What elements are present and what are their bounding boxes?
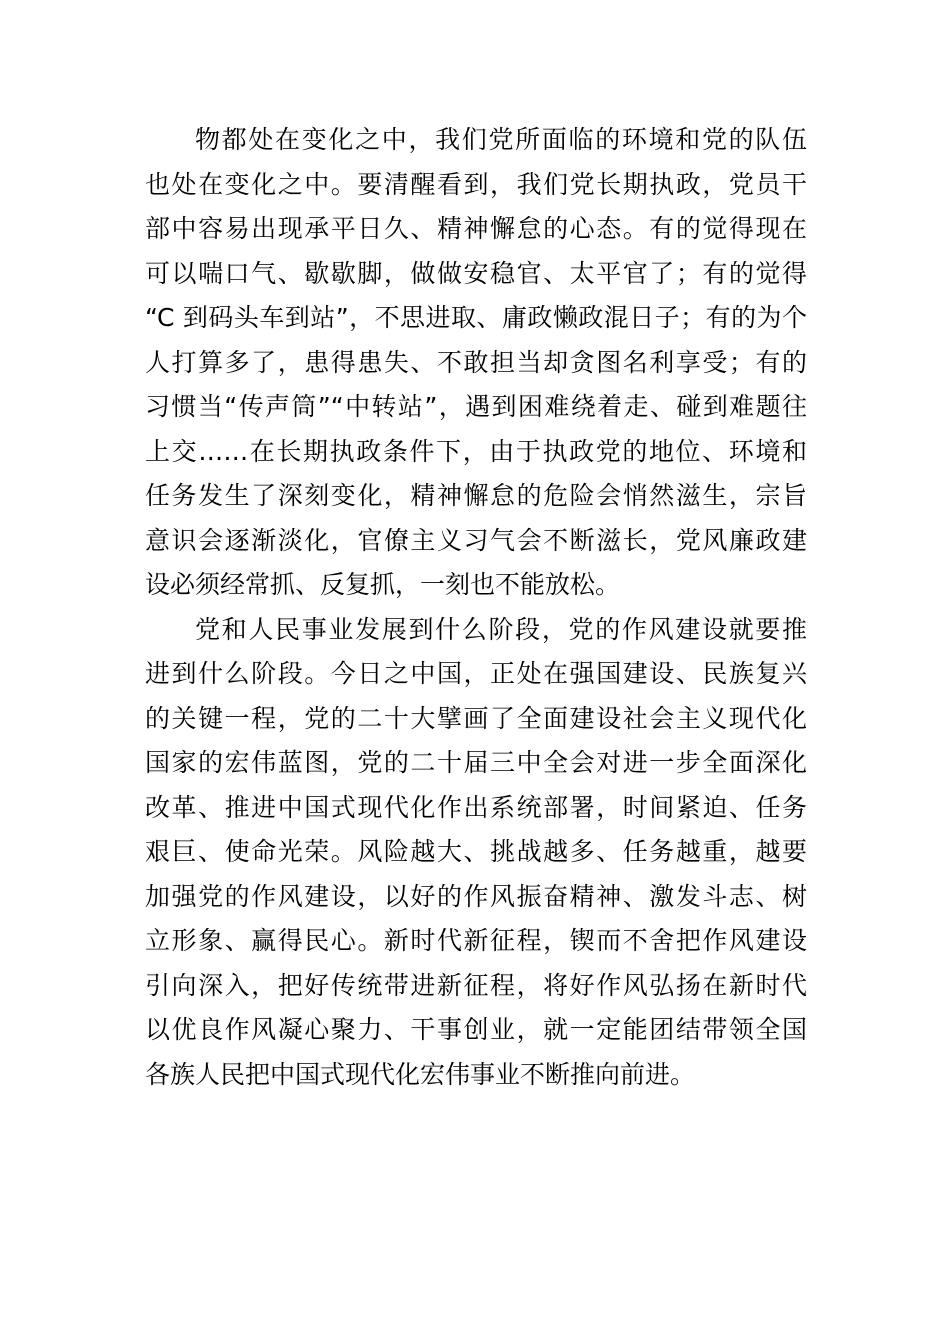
text-line: 进到什么阶段。今日之中国，正处在强国建设、民族复兴	[145, 659, 807, 688]
text-line: “C 到码头车到站”，不思进取、庸政懒政混日子；有的为个	[145, 303, 807, 332]
text-line: 上交……在长期执政条件下，由于执政党的地位、环境和	[145, 436, 807, 466]
text-line: 各族人民把中国式现代化宏伟事业不断推向前进。	[145, 1059, 696, 1089]
text-line: 的关键一程，党的二十大擘画了全面建设社会主义现代化	[145, 703, 807, 733]
text-line: 任务发生了深刻变化，精神懈怠的危险会悄然滋生，宗旨	[145, 481, 807, 510]
text-line: 也处在变化之中。要清醒看到，我们党长期执政，党员干	[145, 169, 807, 199]
text-line: 加强党的作风建设，以好的作风振奋精神、激发斗志、树	[145, 881, 807, 911]
text-line: 部中容易出现承平日久、精神懈怠的心态。有的觉得现在	[145, 214, 807, 243]
text-line: 国家的宏伟蓝图，党的二十届三中全会对进一步全面深化	[145, 748, 807, 777]
text-line: 物都处在变化之中，我们党所面临的环境和党的队伍	[195, 125, 807, 154]
text-line: 以优良作风凝心聚力、干事创业，就一定能团结带领全国	[145, 1015, 807, 1044]
paragraph-2	[145, 608, 807, 1098]
paragraph-1	[145, 118, 807, 608]
text-line: 可以喘口气、歇歇脚，做做安稳官、太平官了；有的觉得	[145, 258, 807, 288]
text-line: 意识会逐渐淡化，官僚主义习气会不断滋长，党风廉政建	[145, 525, 807, 555]
text-line: 习惯当“传声筒”“中转站”，遇到困难绕着走、碰到难题往	[145, 392, 807, 421]
text-line: 立形象、赢得民心。新时代新征程，锲而不舍把作风建设	[145, 926, 807, 955]
document-body	[145, 118, 807, 1097]
text-line: 引向深入，把好传统带进新征程，将好作风弘扬在新时代	[145, 970, 807, 1000]
text-line: 党和人民事业发展到什么阶段，党的作风建设就要推	[195, 614, 807, 644]
text-line: 设必须经常抓、反复抓，一刻也不能放松。	[145, 570, 621, 599]
text-line: 艰巨、使命光荣。风险越大、挑战越多、任务越重，越要	[145, 837, 807, 866]
text-line: 改革、推进中国式现代化作出系统部署，时间紧迫、任务	[145, 792, 807, 822]
text-line: 人打算多了，患得患失、不敢担当却贪图名利享受；有的	[145, 347, 807, 377]
